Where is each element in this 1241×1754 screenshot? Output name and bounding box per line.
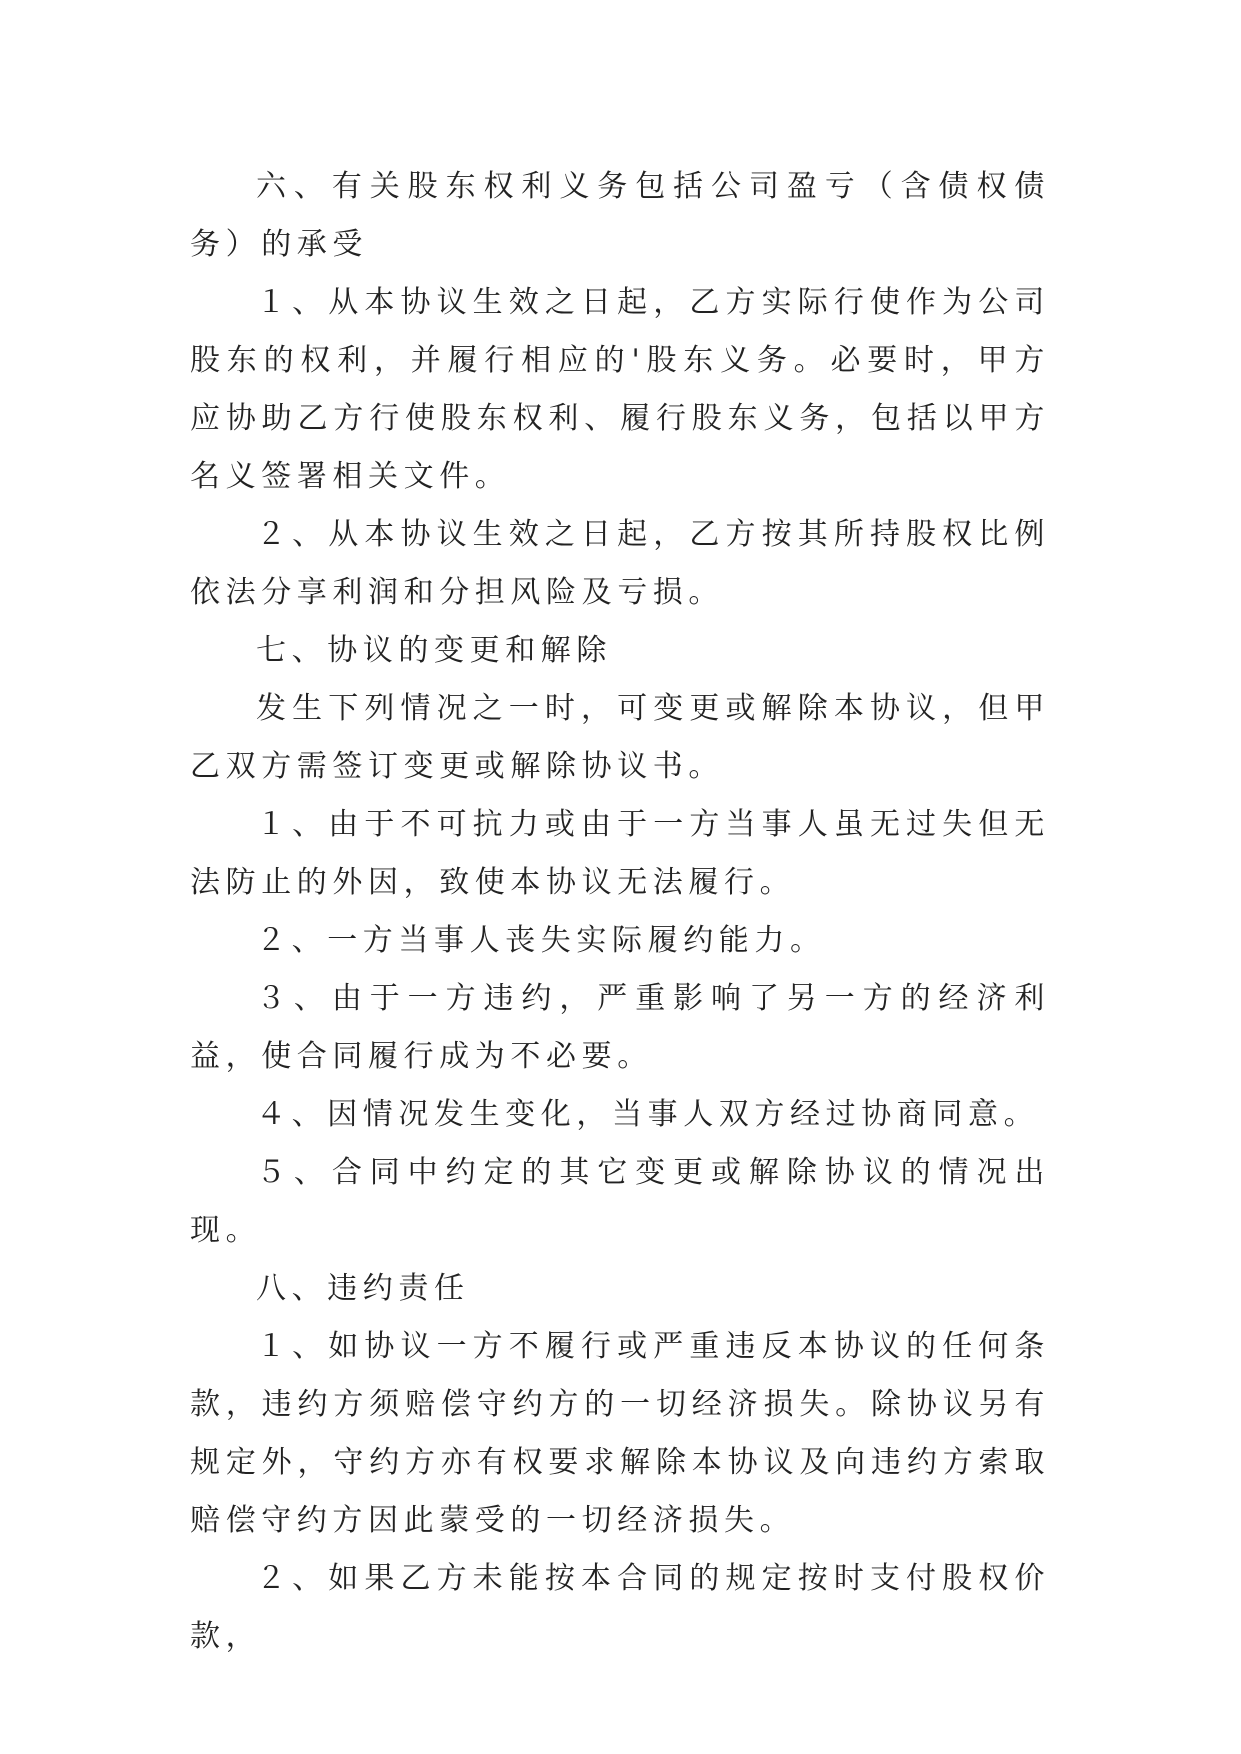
clause-6-2: ２、从本协议生效之日起，乙方按其所持股权比例依法分享利润和分担风险及亏损。 xyxy=(190,517,1050,610)
section-heading-7: 七、协议的变更和解除 xyxy=(256,633,612,668)
clause-8-2: ２、如果乙方未能按本合同的规定按时支付股权价款， xyxy=(190,1561,1050,1654)
clause-8-1: １、如协议一方不履行或严重违反本协议的任何条款，违约方须赔偿守约方的一切经济损失。除协议另有规定外，守约方亦有权要求解除本协议及向违约方索取赔偿守约方因此蒙受的一切经济损失。 xyxy=(190,1329,1050,1538)
clause-6-1: １、从本协议生效之日起，乙方实际行使作为公司股东的权利，并履行相应的'股东义务。必要时，甲方应协助乙方行使股东权利、履行股东义务，包括以甲方名义签署相关文件。 xyxy=(190,285,1050,494)
clause-7-1: １、由于不可抗力或由于一方当事人虽无过失但无法防止的外因，致使本协议无法履行。 xyxy=(190,807,1050,900)
document-body xyxy=(190,158,1050,1666)
clause-7-3: ３、由于一方违约，严重影响了另一方的经济利益，使合同履行成为不必要。 xyxy=(190,981,1050,1074)
section-heading-8: 八、违约责任 xyxy=(256,1271,470,1306)
clause-7-2: ２、一方当事人丧失实际履约能力。 xyxy=(256,923,826,958)
clause-7-5: ５、合同中约定的其它变更或解除协议的情况出现。 xyxy=(190,1155,1050,1248)
clause-7-4: ４、因情况发生变化，当事人双方经过协商同意。 xyxy=(256,1097,1040,1132)
section-7-intro: 发生下列情况之一时，可变更或解除本协议，但甲乙双方需签订变更或解除协议书。 xyxy=(190,691,1050,784)
section-heading-6: 六、有关股东权利义务包括公司盈亏（含债权债务）的承受 xyxy=(190,169,1050,262)
